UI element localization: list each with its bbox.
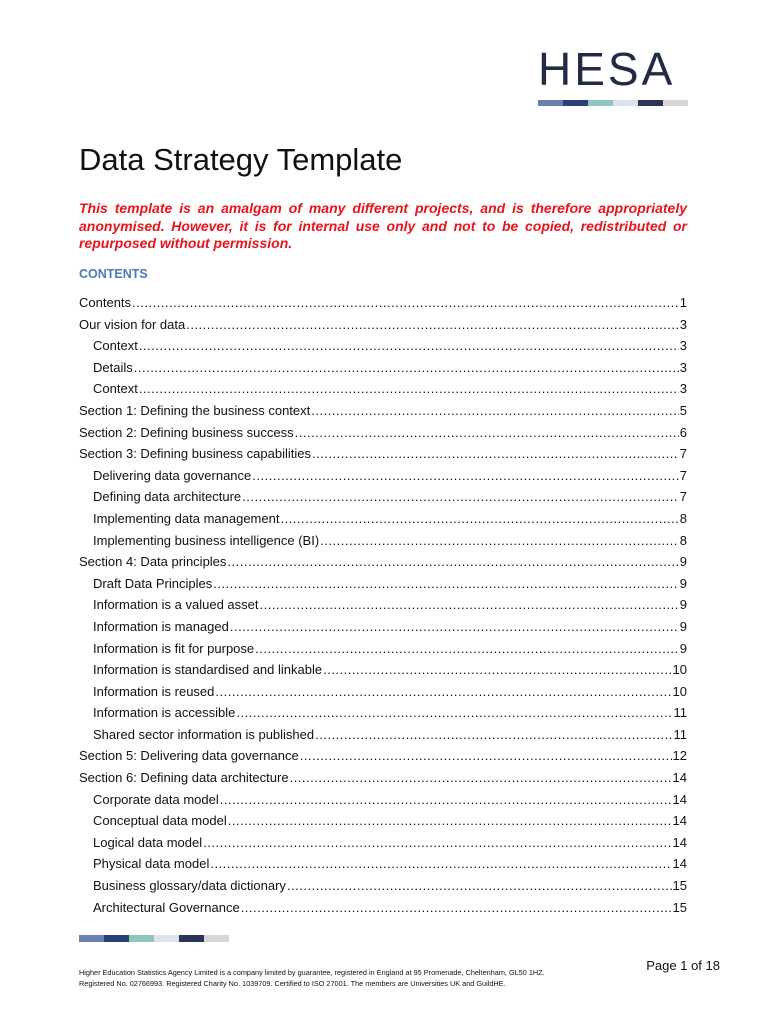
toc-entry[interactable] [79,533,687,555]
toc-entry-label: Section 1: Defining the business context [79,402,311,418]
toc-entry-label: Logical data model [93,834,203,850]
toc-entry-page: 3 [679,338,687,354]
toc-entry-label: Delivering data governance [93,467,252,483]
toc-dot-leader [259,597,678,612]
toc-entry-label: Implementing data management [93,510,280,526]
toc-entry-label: Conceptual data model [93,813,227,829]
logo-bar-segment [613,100,638,106]
toc-dot-leader [186,317,679,332]
toc-entry-page: 10 [672,683,687,699]
toc-entry-label: Section 5: Delivering data governance [79,748,299,764]
logo-bar-segment [588,100,613,106]
footer-bar-segment [104,935,129,942]
toc-entry[interactable] [79,554,687,576]
toc-dot-leader [213,576,679,591]
toc-dot-leader [203,835,671,850]
toc-entry-label: Section 3: Defining business capabilities [79,446,311,462]
toc-entry[interactable] [79,446,687,468]
logo-bar-segment [663,100,688,106]
toc-dot-leader [215,684,671,699]
toc-entry[interactable] [79,748,687,770]
logo-text: HESA [538,43,676,95]
toc-entry-label: Context [93,381,138,397]
toc-entry[interactable] [79,597,687,619]
toc-dot-leader [287,878,672,893]
toc-entry-page: 3 [679,381,687,397]
toc-dot-leader [290,770,672,785]
document-title: Data Strategy Template [79,142,403,177]
toc-entry[interactable] [79,770,687,792]
footer-bar-segment [129,935,154,942]
toc-entry-label: Business glossary/data dictionary [93,878,286,894]
toc-dot-leader [139,338,679,353]
toc-dot-leader [228,813,672,828]
toc-entry-page: 14 [672,813,687,829]
toc-dot-leader [311,403,679,418]
toc-entry-label: Information is a valued asset [93,597,259,613]
toc-entry-page: 6 [679,424,687,440]
toc-entry-page: 14 [672,791,687,807]
confidentiality-warning: This template is an amalgam of many different projects, and is therefore appropriately anonymised. However, it is for internal use only and not to be copied, redistributed or repurposed without permission. [79,200,687,251]
footer-legal-text [79,968,639,989]
toc-entry-page: 11 [673,726,687,742]
toc-entry[interactable] [79,705,687,727]
toc-entry[interactable] [79,338,687,360]
toc-entry-label: Architectural Governance [93,899,240,915]
toc-dot-leader [220,792,672,807]
toc-entry-label: Information is fit for purpose [93,640,255,656]
footer-bar-segment [179,935,204,942]
toc-dot-leader [139,381,679,396]
toc-dot-leader [227,554,678,569]
toc-entry-page: 14 [672,770,687,786]
toc-entry-page: 8 [679,510,687,526]
toc-entry-page: 14 [672,834,687,850]
toc-dot-leader [312,446,679,461]
toc-entry-page: 12 [672,748,687,764]
toc-entry[interactable] [79,489,687,511]
hesa-logo [538,43,688,106]
toc-entry-page: 9 [679,640,687,656]
logo-color-bar [538,100,688,106]
toc-entry-label: Shared sector information is published [93,726,315,742]
toc-entry[interactable] [79,900,687,922]
toc-entry-label: Section 4: Data principles [79,554,227,570]
toc-entry[interactable] [79,619,687,641]
toc-entry-label: Information is accessible [93,705,236,721]
toc-entry-label: Details [93,359,133,375]
toc-entry-label: Information is managed [93,618,229,634]
toc-entry[interactable] [79,813,687,835]
toc-dot-leader [280,511,678,526]
toc-dot-leader [236,705,672,720]
toc-entry-page: 9 [679,575,687,591]
toc-entry-label: Corporate data model [93,791,219,807]
toc-dot-leader [295,425,679,440]
toc-entry-page: 7 [679,489,687,505]
footer-line-2: Registered No. 02766993. Registered Charity No. 1039709. Certified to ISO 27001. The members are Universities UK and GuildHE. [79,978,506,988]
toc-entry[interactable] [79,727,687,749]
toc-entry[interactable] [79,295,687,317]
toc-entry-page: 11 [673,705,687,721]
toc-dot-leader [132,295,679,310]
toc-entry[interactable] [79,317,687,339]
toc-dot-leader [300,748,672,763]
toc-entry-page: 15 [672,899,687,915]
toc-entry[interactable] [79,381,687,403]
toc-entry[interactable] [79,684,687,706]
toc-entry-page: 7 [679,467,687,483]
toc-entry[interactable] [79,792,687,814]
toc-dot-leader [323,662,671,677]
toc-dot-leader [210,856,671,871]
toc-entry-page: 3 [679,359,687,375]
toc-entry-label: Implementing business intelligence (BI) [93,532,320,548]
logo-bar-segment [638,100,663,106]
toc-entry-label: Our vision for data [79,316,186,332]
logo-bar-segment [538,100,563,106]
toc-entry-page: 10 [672,662,687,678]
toc-dot-leader [315,727,672,742]
table-of-contents [79,295,687,921]
footer-bar-segment [204,935,229,942]
toc-dot-leader [242,489,679,504]
toc-entry-page: 9 [679,618,687,634]
toc-entry-label: Information is standardised and linkable [93,662,323,678]
toc-entry-label: Context [93,338,138,354]
toc-entry-label: Contents [79,295,132,310]
toc-entry-label: Information is reused [93,683,215,699]
footer-line-1: Higher Education Statistics Agency Limited is a company limited by guarantee, registered in England at 95 Promenade, Cheltenham, GL50 1HZ. [79,968,545,977]
toc-entry-page: 3 [679,316,687,332]
toc-entry-page: 8 [679,532,687,548]
toc-dot-leader [230,619,679,634]
toc-entry[interactable] [79,576,687,598]
toc-entry[interactable] [79,403,687,425]
toc-entry-label: Physical data model [93,856,210,872]
footer-bar-segment [154,935,179,942]
footer-bar-segment [79,935,104,942]
toc-dot-leader [320,533,679,548]
toc-entry[interactable] [79,878,687,900]
toc-entry-label: Defining data architecture [93,489,242,505]
toc-entry-page: 9 [679,554,687,570]
toc-entry[interactable] [79,425,687,447]
toc-entry[interactable] [79,360,687,382]
toc-dot-leader [252,468,678,483]
toc-entry[interactable] [79,662,687,684]
toc-entry[interactable] [79,856,687,878]
toc-entry-label: Section 6: Defining data architecture [79,770,289,786]
toc-entry[interactable] [79,468,687,490]
toc-entry-label: Draft Data Principles [93,575,213,591]
toc-entry-page: 1 [679,295,687,310]
toc-entry-page: 7 [679,446,687,462]
toc-entry-page: 15 [672,878,687,894]
toc-entry[interactable] [79,641,687,663]
toc-entry[interactable] [79,835,687,857]
toc-dot-leader [241,900,672,915]
toc-entry[interactable] [79,511,687,533]
toc-dot-leader [255,641,679,656]
contents-heading: CONTENTS [79,267,148,281]
toc-entry-page: 5 [679,402,687,418]
page-number: Page 1 of 18 [646,958,720,973]
toc-entry-label: Section 2: Defining business success [79,424,294,440]
footer-color-bar [79,935,229,942]
toc-entry-page: 14 [672,856,687,872]
toc-dot-leader [134,360,679,375]
logo-bar-segment [563,100,588,106]
toc-entry-page: 9 [679,597,687,613]
